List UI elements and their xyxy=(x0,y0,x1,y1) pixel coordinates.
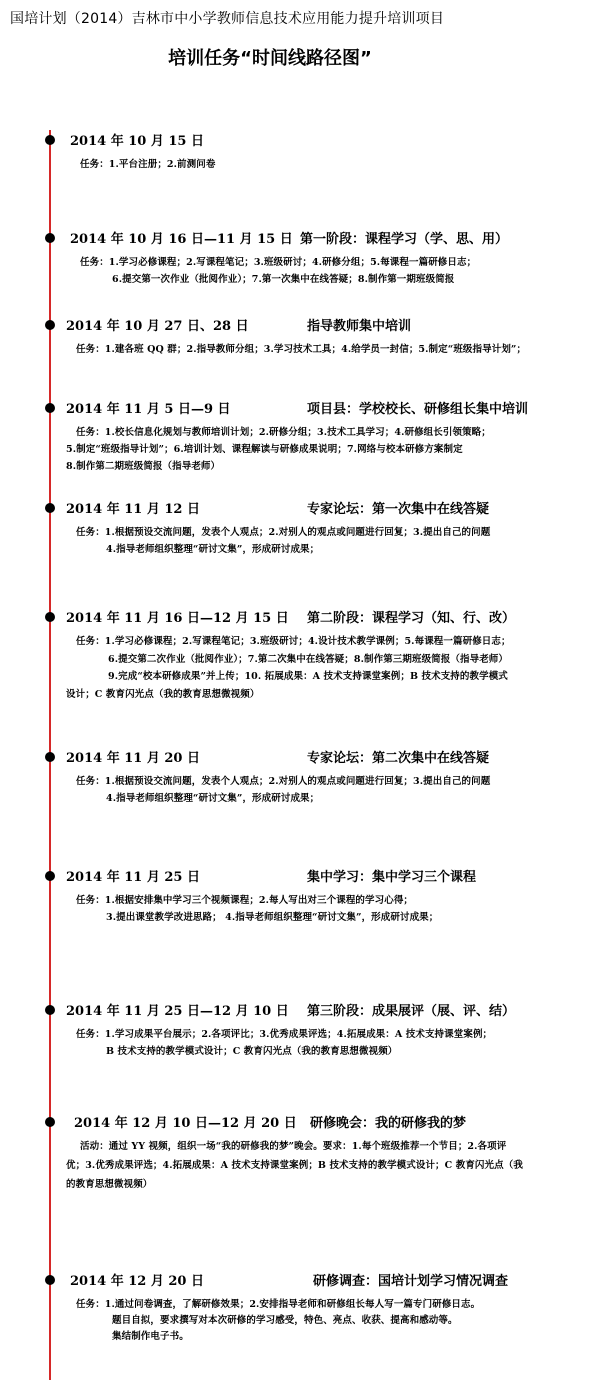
event-task-line: 任务：1.通过问卷调查，了解研修效果；2.安排指导老师和研修组长每人写一篇专门研修日志。 xyxy=(76,1299,481,1310)
event-date: 2014 年 11 月 25 日 xyxy=(66,870,200,885)
event-task-line: 5.制定“班级指导计划”；6.培训计划、课程解读与研修成果说明；7.网络与校本研修方案制定 xyxy=(66,444,463,455)
event-stage: 指导教师集中培训 xyxy=(307,319,412,334)
timeline-dot xyxy=(45,233,55,243)
event-stage: 项目县：学校校长、研修组长集中培训 xyxy=(307,402,529,417)
event-stage: 第二阶段：课程学习（知、行、改） xyxy=(307,611,516,626)
event-task-line: 任务：1.平台注册；2.前测问卷 xyxy=(80,159,216,170)
event-task-line: 6.提交第二次作业（批阅作业）；7.第二次集中在线答疑；8.制作第三期班级简报（指导老师） xyxy=(108,653,509,665)
event-task-line: 任务：1.学习必修课程；2.写课程笔记；3.班级研讨；4.研修分组；5.每课程一篇研修日志； xyxy=(80,257,477,268)
timeline-dot xyxy=(45,320,55,330)
event-task-line: 任务：1.建各班 QQ 群；2.指导教师分组；3.学习技术工具；4.给学员一封信；5.制定“班级指导计划”； xyxy=(76,344,527,355)
event-task-line: 任务：1.学习成果平台展示；2.各项评比；3.优秀成果评选；4.拓展成果：A 技术支持课堂案例； xyxy=(76,1029,493,1040)
event-date: 2014 年 10 月 16 日—11 月 15 日 xyxy=(70,232,293,247)
event-stage: 研修调查：国培计划学习情况调查 xyxy=(313,1274,509,1289)
event-date: 2014 年 12 月 20 日 xyxy=(70,1274,204,1289)
page-title: 培训任务“时间线路径图” xyxy=(168,48,372,69)
event-date: 2014 年 11 月 20 日 xyxy=(66,751,200,766)
event-date: 2014 年 12 月 10 日—12 月 20 日 xyxy=(74,1116,297,1131)
event-stage: 第三阶段：成果展评（展、评、结） xyxy=(307,1004,516,1019)
event-task-line: 6.提交第一次作业（批阅作业）；7.第一次集中在线答疑；8.制作第一期班级简报 xyxy=(112,274,455,285)
timeline-dot xyxy=(45,135,55,145)
event-date: 2014 年 11 月 25 日—12 月 10 日 xyxy=(66,1004,289,1019)
event-task-line: 9.完成“校本研修成果”并上传；10. 拓展成果：A 技术支持课堂案例；B 技术支持的教学模式 xyxy=(108,671,508,682)
event-task-line: 题目自拟，要求撰写对本次研修的学习感受，特色、亮点、收获、提高和感动等。 xyxy=(112,1315,458,1326)
event-stage: 研修晚会：我的研修我的梦 xyxy=(310,1116,467,1131)
timeline-dot xyxy=(45,1275,55,1285)
timeline-dot xyxy=(45,612,55,622)
event-task-line: 任务：1.根据安排集中学习三个视频课程；2.每人写出对三个课程的学习心得； xyxy=(76,895,414,906)
event-date: 2014 年 11 月 5 日—9 日 xyxy=(66,402,231,417)
event-task-line: 8.制作第二期班级简报（指导老师） xyxy=(66,461,221,472)
event-date: 2014 年 10 月 27 日、28 日 xyxy=(66,319,249,334)
event-task-line: 任务：1.学习必修课程；2.写课程笔记；3.班级研讨；4.设计技术教学课例；5.每课程一篇研修日志； xyxy=(76,636,511,647)
timeline-dot xyxy=(45,871,55,881)
timeline-dot xyxy=(45,1117,55,1127)
event-task-line: 4.指导老师组织整理“研讨文集”，形成研讨成果； xyxy=(106,544,320,555)
timeline-dot xyxy=(45,403,55,413)
event-task-line: 设计；C 教育闪光点（我的教育思想微视频） xyxy=(66,688,260,700)
event-task-line: 4.指导老师组织整理“研讨文集”，形成研讨成果； xyxy=(106,793,320,804)
event-date: 2014 年 10 月 15 日 xyxy=(70,134,204,149)
timeline-dot xyxy=(45,503,55,513)
event-date: 2014 年 11 月 16 日—12 月 15 日 xyxy=(66,611,289,626)
event-date: 2014 年 11 月 12 日 xyxy=(66,502,200,517)
event-task-line: 任务：1.校长信息化规划与教师培训计划；2.研修分组；3.技术工具学习；4.研修组长引领策略； xyxy=(76,427,491,438)
event-task-line: 任务：1.根据预设交流问题，发表个人观点；2.对别人的观点或问题进行回复；3.提出自己的问题 xyxy=(76,527,491,538)
event-task-line: B 技术支持的教学模式设计；C 教育闪光点（我的教育思想微视频） xyxy=(106,1046,398,1057)
timeline-dot xyxy=(45,752,55,762)
event-task-line: 集结制作电子书。 xyxy=(112,1331,189,1342)
event-task-line: 3.提出课堂教学改进思路； 4.指导老师组织整理“研讨文集”，形成研讨成果； xyxy=(106,912,439,923)
project-header: 国培计划（2014）吉林市中小学教师信息技术应用能力提升培训项目 xyxy=(10,11,445,27)
event-task-line: 活动：通过 YY 视频，组织一场“我的研修我的梦”晚会。要求：1.每个班级推荐一个节目；2.各项评 xyxy=(80,1141,507,1152)
event-stage: 集中学习：集中学习三个课程 xyxy=(307,870,477,885)
event-stage: 第一阶段：课程学习（学、思、用） xyxy=(300,232,509,247)
timeline-dot xyxy=(45,1005,55,1015)
event-task-line: 的教育思想微视频） xyxy=(66,1179,153,1190)
event-task-line: 优；3.优秀成果评选；4.拓展成果：A 技术支持课堂案例；B 技术支持的教学模式设计；C 教育闪光点（我 xyxy=(66,1160,523,1171)
event-stage: 专家论坛：第一次集中在线答疑 xyxy=(307,502,490,517)
event-stage: 专家论坛：第二次集中在线答疑 xyxy=(307,751,490,766)
event-task-line: 任务：1.根据预设交流问题，发表个人观点；2.对别人的观点或问题进行回复；3.提出自己的问题 xyxy=(76,776,491,787)
